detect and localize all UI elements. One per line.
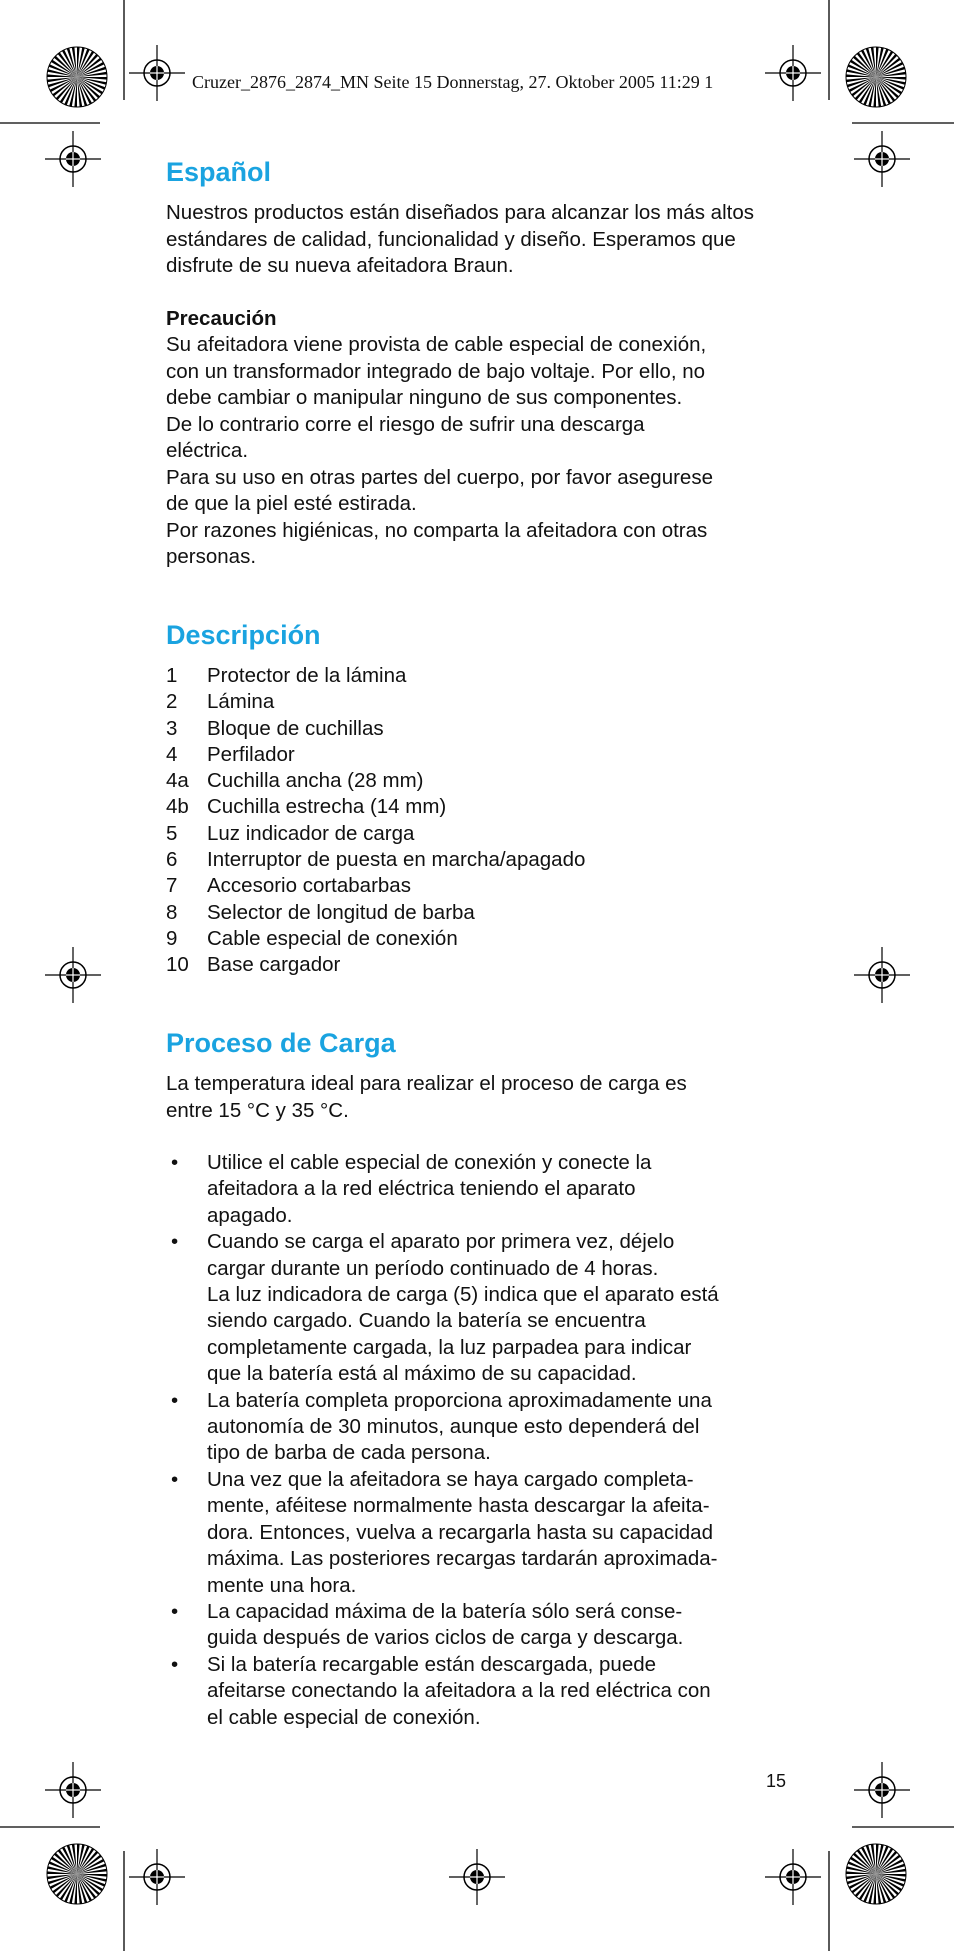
- list-item: [166, 689, 585, 715]
- bullet-text: [207, 1388, 816, 1467]
- registration-crosshair: [129, 45, 185, 101]
- caution-line: Para su uso en otras partes del cuerpo, por favor asegurese: [166, 465, 713, 489]
- registration-crosshair: [45, 131, 101, 187]
- item-label: Protector de la lámina: [207, 664, 407, 687]
- bullet-text: [207, 1599, 816, 1652]
- item-number: 6: [166, 848, 178, 872]
- bullet-text: [207, 1652, 816, 1731]
- starburst-ray: [77, 1874, 107, 1877]
- item-label: Cuchilla ancha (28 mm): [207, 769, 424, 793]
- bullet-line: completamente cargada, la luz parpadea para indicar: [207, 1335, 692, 1359]
- bullet-item: [166, 1467, 816, 1599]
- list-item: [166, 768, 585, 794]
- list-item: [166, 794, 585, 820]
- bullet-dot: •: [171, 1388, 179, 1412]
- bullet-line: siendo cargado. Cuando la batería se encuentra: [207, 1309, 646, 1333]
- bullet-item: [166, 1652, 816, 1731]
- item-number: 3: [166, 716, 178, 740]
- registration-starburst: [846, 47, 906, 107]
- list-item: [166, 663, 585, 689]
- bullet-line: cargar durante un período continuado de 4 horas.: [207, 1256, 659, 1280]
- item-label: Base cargador: [207, 953, 341, 977]
- charging-intro: [166, 1071, 806, 1124]
- bullet-dot: •: [171, 1599, 179, 1623]
- item-number: 10: [166, 953, 189, 977]
- starburst-ray: [876, 47, 879, 77]
- item-label: Lámina: [207, 690, 275, 714]
- starburst-ray: [74, 77, 77, 107]
- list-item: [166, 847, 585, 873]
- bullet-line: afeitadora a la red eléctrica teniendo el aparato: [207, 1177, 636, 1201]
- bullet-line: dora. Entonces, vuelva a recargarla hasta su capacidad: [207, 1520, 713, 1544]
- starburst-ray: [876, 1874, 906, 1877]
- caution-line: De lo contrario corre el riesgo de sufrir una descarga: [166, 412, 645, 436]
- bullet-dot: •: [171, 1230, 179, 1254]
- starburst-ray: [77, 77, 107, 80]
- list-item: [166, 873, 585, 899]
- caution-line: con un transformador integrado de bajo voltaje. Por ello, no: [166, 359, 706, 383]
- caution-text: [166, 332, 806, 571]
- registration-crosshair: [854, 947, 910, 1003]
- registration-crosshair: [765, 1849, 821, 1905]
- charging-bullets: [166, 1150, 816, 1731]
- registration-crosshair: [45, 947, 101, 1003]
- bullet-line: máxima. Las posteriores recargas tardarán aproximada-: [207, 1547, 718, 1571]
- item-label: Selector de longitud de barba: [207, 900, 475, 924]
- starburst-ray: [876, 1844, 879, 1874]
- item-label: Accesorio cortabarbas: [207, 874, 411, 898]
- bullet-dot: •: [171, 1652, 179, 1676]
- list-item: [166, 926, 585, 952]
- caution-line: de que la piel esté estirada.: [166, 492, 417, 515]
- charging-intro-line: entre 15 °C y 35 °C.: [166, 1098, 349, 1122]
- caution-line: Su afeitadora viene provista de cable especial de conexión,: [166, 333, 707, 356]
- print-slug: Cruzer_2876_2874_MN Seite 15 Donnerstag, 27. Oktober 2005 11:29 1: [192, 72, 714, 92]
- item-number: 7: [166, 874, 178, 898]
- section-title-espanol: Español: [166, 157, 272, 187]
- starburst-ray: [47, 1871, 77, 1874]
- caution-line: personas.: [166, 545, 257, 568]
- bullet-line: tipo de barba de cada persona.: [207, 1441, 491, 1465]
- registration-crosshair: [45, 1762, 101, 1818]
- item-number: 4b: [166, 795, 189, 819]
- caution-line: Por razones higiénicas, no comparta la afeitadora con otras: [166, 518, 708, 542]
- caution-heading: Precaución: [166, 307, 277, 330]
- registration-starburst: [47, 1844, 107, 1904]
- intro-paragraph: Nuestros productos están diseñados para alcanzar los más altos estándares de calidad, funcionalidad y diseño. Esperamos que disfrute de su nueva afeitadora Braun.: [166, 201, 754, 277]
- bullet-line: Utilice el cable especial de conexión y conecte la: [207, 1151, 652, 1174]
- charging-intro-line: La temperatura ideal para realizar el proceso de carga es: [166, 1072, 687, 1095]
- list-item: [166, 821, 585, 847]
- bullet-dot: •: [171, 1151, 179, 1174]
- registration-crosshair: [854, 1762, 910, 1818]
- bullet-line: mente una hora.: [207, 1573, 357, 1597]
- bullet-line: La capacidad máxima de la batería sólo será conse-: [207, 1599, 683, 1623]
- bullet-item: [166, 1150, 816, 1229]
- parts-list: [166, 663, 585, 979]
- bullet-item: [166, 1599, 816, 1652]
- list-item: [166, 952, 585, 978]
- list-item: [166, 900, 585, 926]
- item-label: Cuchilla estrecha (14 mm): [207, 795, 447, 819]
- bullet-line: guida después de varios ciclos de carga y descarga.: [207, 1626, 684, 1650]
- starburst-ray: [846, 1871, 876, 1874]
- bullet-line: La batería completa proporciona aproximadamente una: [207, 1388, 712, 1412]
- bullet-line: mente, aféitese normalmente hasta descargar la afeita-: [207, 1494, 710, 1518]
- bullet-line: apagado.: [207, 1203, 293, 1227]
- list-item: [166, 716, 585, 742]
- registration-crosshair: [854, 131, 910, 187]
- starburst-ray: [846, 74, 876, 77]
- starburst-ray: [873, 1874, 876, 1904]
- starburst-ray: [876, 77, 906, 80]
- bullet-text: [207, 1150, 816, 1229]
- starburst-ray: [77, 47, 80, 77]
- page-number: 15: [766, 1771, 787, 1791]
- registration-crosshair: [765, 45, 821, 101]
- starburst-ray: [873, 77, 876, 107]
- item-label: Bloque de cuchillas: [207, 716, 384, 740]
- item-number: 4: [166, 742, 178, 766]
- bullet-line: Cuando se carga el aparato por primera vez, déjelo: [207, 1230, 675, 1254]
- bullet-item: [166, 1229, 816, 1387]
- item-label: Luz indicador de carga: [207, 821, 415, 845]
- bullet-line: Una vez que la afeitadora se haya cargado completa-: [207, 1467, 694, 1491]
- item-label: Perfilador: [207, 742, 295, 766]
- bullet-line: afeitarse conectando la afeitadora a la red eléctrica con: [207, 1679, 711, 1703]
- registration-crosshair: [449, 1849, 505, 1905]
- item-number: 5: [166, 821, 178, 845]
- bullet-line: el cable especial de conexión.: [207, 1705, 481, 1729]
- starburst-ray: [74, 1874, 77, 1904]
- item-label: Cable especial de conexión: [207, 926, 458, 950]
- registration-crosshair: [129, 1849, 185, 1905]
- item-number: 4a: [166, 769, 189, 793]
- item-number: 9: [166, 926, 178, 950]
- bullet-text: [207, 1467, 816, 1599]
- item-number: 8: [166, 900, 178, 924]
- bullet-line: autonomía de 30 minutos, aunque esto dependerá del: [207, 1415, 700, 1439]
- bullet-line: La luz indicadora de carga (5) indica que el aparato está: [207, 1283, 719, 1307]
- item-number: 2: [166, 690, 178, 714]
- bullet-text: [207, 1229, 816, 1387]
- caution-line: debe cambiar o manipular ninguno de sus componentes.: [166, 386, 683, 409]
- item-label: Interruptor de puesta en marcha/apagado: [207, 848, 586, 872]
- registration-starburst: [47, 47, 107, 107]
- section-title-descripcion: Descripción: [166, 620, 321, 650]
- starburst-ray: [47, 74, 77, 77]
- caution-line: eléctrica.: [166, 439, 249, 462]
- list-item: [166, 742, 585, 768]
- bullet-dot: •: [171, 1467, 179, 1491]
- item-number: 1: [166, 664, 178, 687]
- bullet-line: Si la batería recargable están descargada, puede: [207, 1652, 657, 1676]
- bullet-item: [166, 1388, 816, 1467]
- bullet-line: que la batería está al máximo de su capacidad.: [207, 1362, 637, 1386]
- registration-starburst: [846, 1844, 906, 1904]
- section-title-proceso-de-carga: Proceso de Carga: [166, 1028, 396, 1058]
- starburst-ray: [77, 1844, 80, 1874]
